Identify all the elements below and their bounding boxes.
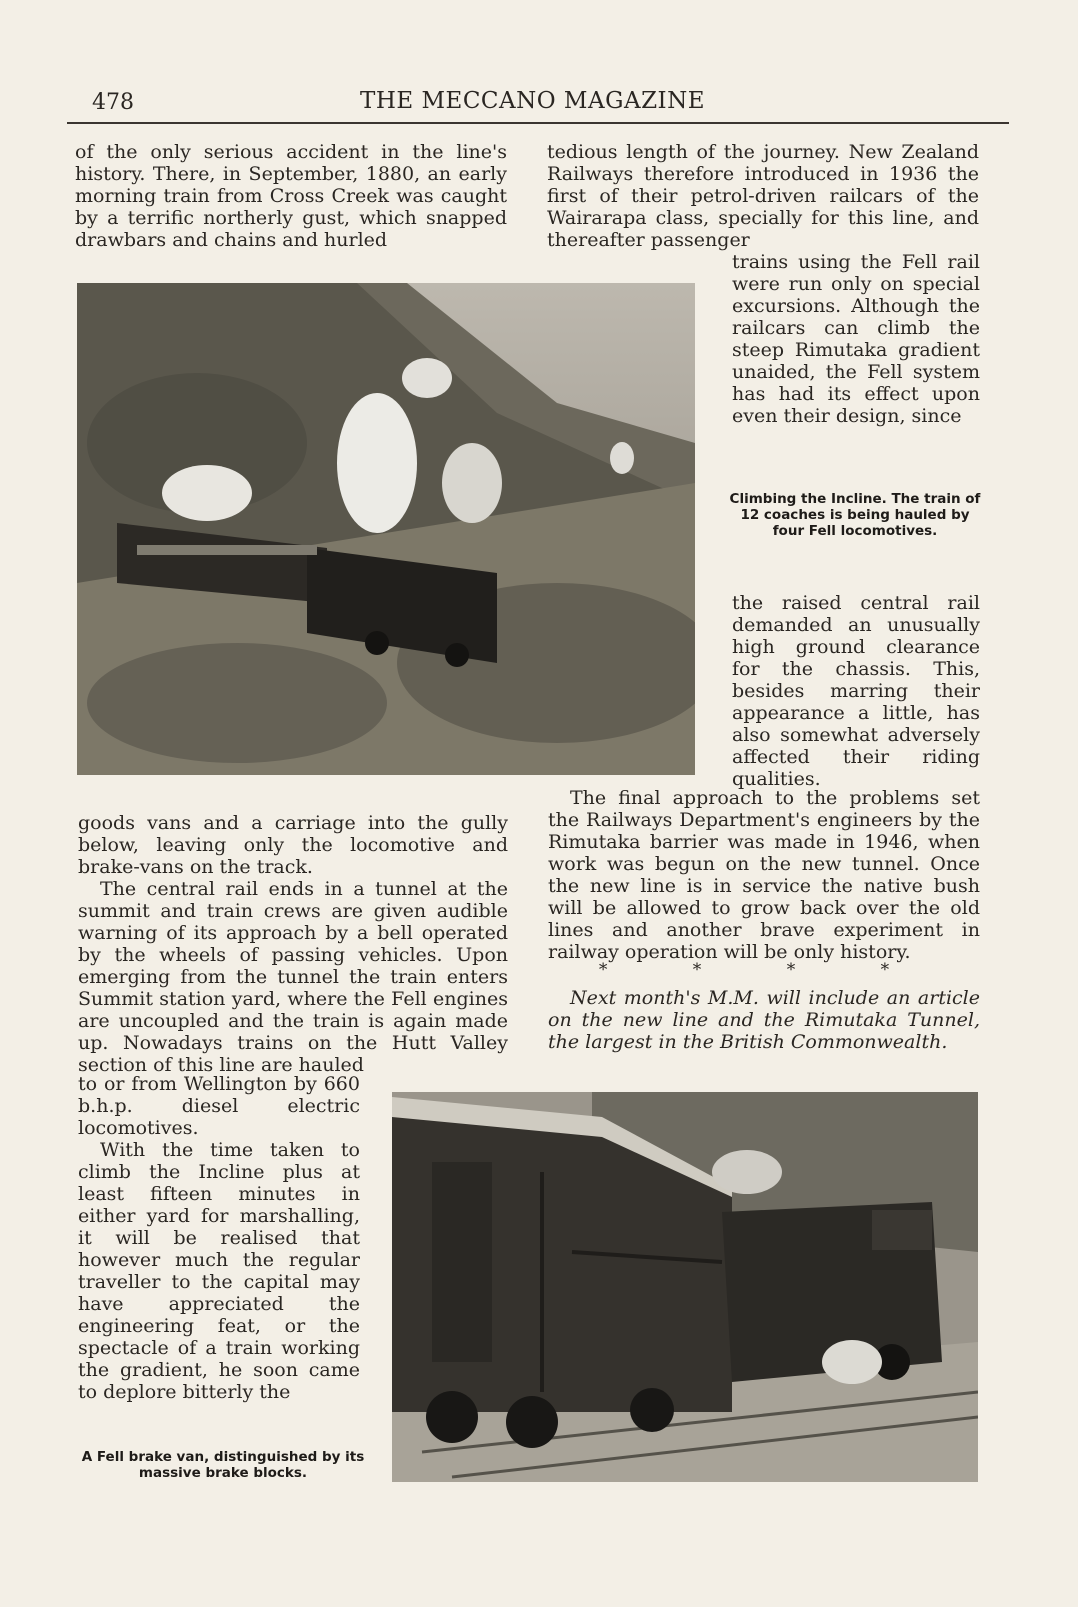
col2-narrow-text-2: the raised central rail demanded an unusually high ground clearance for the chassis. This, besides marring their appearance a little, has also somewhat adversely affected their riding qualities. [732, 592, 980, 790]
header-rule [67, 122, 1009, 124]
brake-van-photo [392, 1092, 978, 1482]
col1-mid-text: goods vans and a carriage into the gully below, leaving only the locomotive and brake-vans on the track. The central rail ends in a tunnel at the summit and train crews are given audible warning of its approach by a bell operated by the wheels of passing vehicles. Upon emerging from the tunnel the train enters Summit station yard, where the Fell engines are uncoupled and the train is again made up. Nowadays trains on the Hutt Valley section of this line are hauled [78, 812, 508, 1076]
col2-narrow-text-1: trains using the Fell rail were run only on special excursions. Although the railcars can climb the steep Rimutaka gradient unaided, the Fell system has had its effect upon even their design, since [732, 251, 980, 427]
col2-top-text: tedious length of the journey. New Zealand Railways therefore introduced in 1936 the first of their petrol-driven railcars of the Wairarapa class, specially for this line, and thereafter passenger [547, 141, 979, 251]
incline-photo [77, 283, 695, 775]
next-month-note: Next month's M.M. will include an article on the new line and the Rimutaka Tunnel, the largest in the British Commonwealth. [548, 987, 980, 1053]
col1-top-text: of the only serious accident in the line's history. There, in September, 1880, an early morning train from Cross Creek was caught by a terrific northerly gust, which snapped drawbars and chains and hurled [75, 141, 507, 251]
brake-van-caption: A Fell brake van, distinguished by its massive brake blocks. [81, 1449, 365, 1481]
col2-final-text: The final approach to the problems set the Railways Department's engineers by the Rimutaka barrier was made in 1946, when work was begun on the new tunnel. Once the new line is in service the native bush will be allowed to grow back over the old lines and another brave experiment in railway operation will be only history. * * * * Next month's M.M. will include an article on the new line and the Rimutaka Tunnel, the largest in the British Commonwealth. [548, 787, 980, 1053]
section-separator: * * * * [598, 960, 930, 980]
magazine-title: THE MECCANO MAGAZINE [360, 88, 706, 114]
incline-caption: Climbing the Incline. The train of 12 coaches is being hauled by four Fell locomotives. [729, 491, 981, 539]
page-number: 478 [92, 90, 134, 115]
col1-narrow-text: to or from Wellington by 660 b.h.p. diesel electric locomotives. With the time taken to climb the Incline plus at least fifteen minutes in either yard for marshalling, it will be realised that however much the regular traveller to the capital may have appreciated the engineering feat, or the spectacle of a train working the gradient, he soon came to deplore bitterly the [78, 1073, 360, 1403]
